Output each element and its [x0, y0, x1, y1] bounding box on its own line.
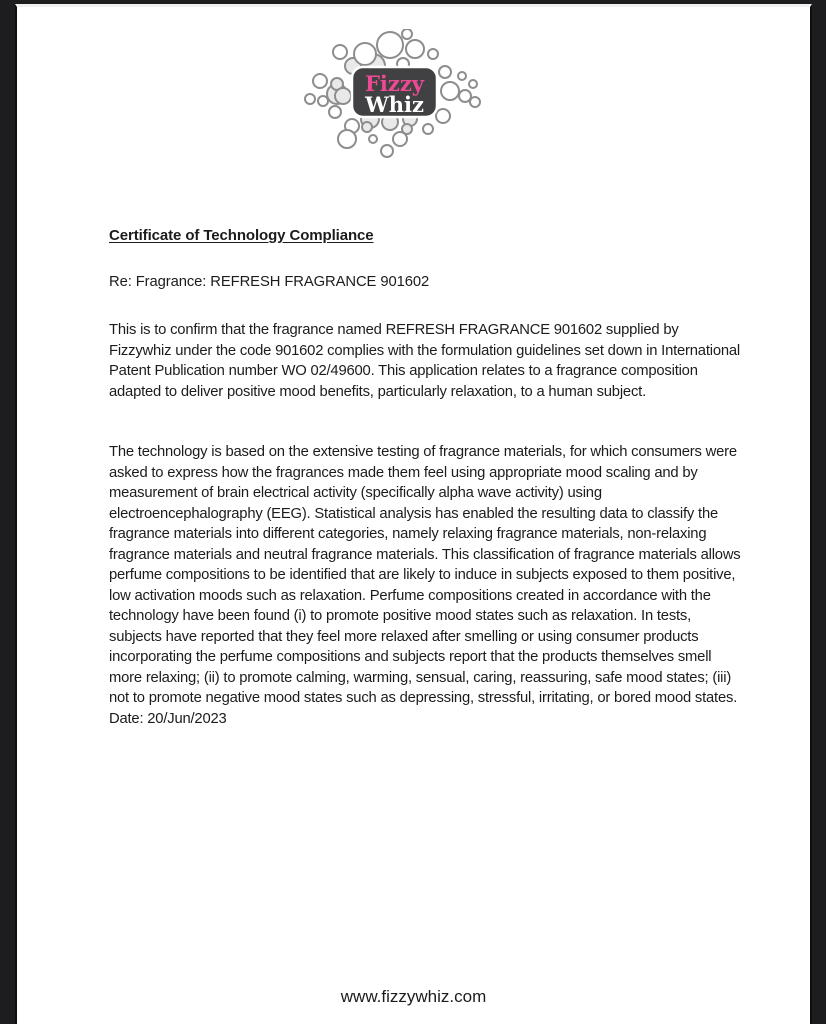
reference-line: Re: Fragrance: REFRESH FRAGRANCE 901602: [109, 274, 430, 290]
logo-brand-whiz: Whiz: [365, 92, 424, 117]
body-paragraph: This is to confirm that the fragrance named REFRESH FRAGRANCE 901602 supplied by Fizzywhiz under the code 901602 complies with the formulation guidelines set down in International Patent Publication number WO 02/49600. This application relates to a fragrance composition adapted to deliver positive mood benefits, particularly relaxation, to a human subject.: [109, 322, 741, 400]
document-page: [15, 4, 812, 1024]
bubbles-logo-icon: [303, 29, 487, 165]
fizzywhiz-logo: [303, 29, 487, 165]
certificate-title: Certificate of Technology Compliance: [109, 227, 374, 244]
body-paragraph: The technology is based on the extensive testing of fragrance materials, for which consumers were asked to express how the fragrances made them feel using appropriate mood scaling and by measurement of brain electrical activity (specifically alpha wave activity) using electroencephalography (EEG). Statistical analysis has enabled the resulting data to classify the fragrance materials into different categories, namely relaxing fragrance materials, non-relaxing fragrance materials and neutral fragrance materials. This classification of fragrance materials allows perfume compositions to be identified that are likely to induce in subjects exposed to them positive, low activation moods such as relaxation. Perfume compositions created in accordance with the technology have been found (i) to promote positive mood states such as relaxation. In tests, subjects have reported that they feel more relaxed after smelling or using consumer products incorporating the perfume compositions and subjects report that the products themselves smell more relaxing; (ii) to promote calming, warming, sensual, caring, reassuring, safe mood states; (iii) not to promote negative mood states such as depressing, stressful, irritating, or bored mood states. Date: 20/Jun/2023: [109, 444, 741, 727]
footer-url: www.fizzywhiz.com: [340, 987, 487, 1006]
logo-brand-fizzy: Fizzy: [365, 71, 424, 96]
